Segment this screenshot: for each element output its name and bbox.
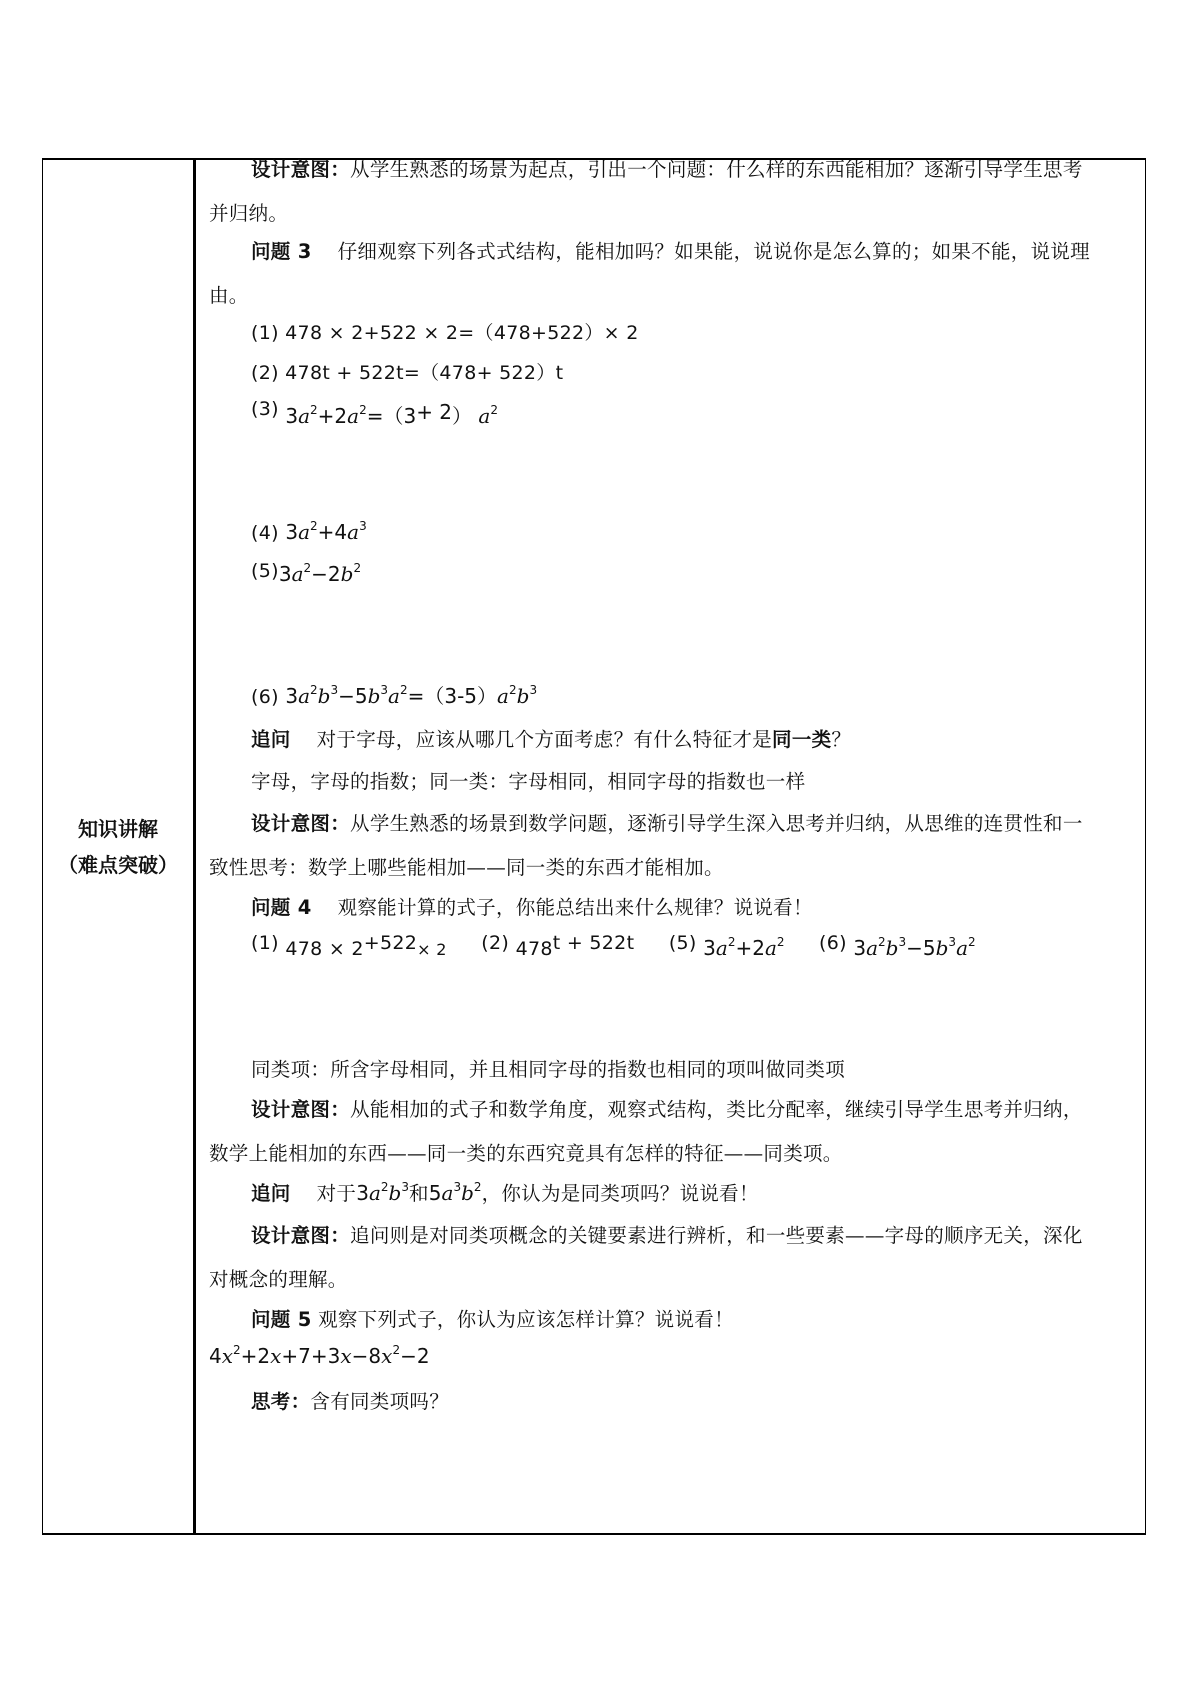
q4-item-4: (6) $3a^2b^3-5b^3a^2$	[819, 932, 976, 960]
think-prompt: 思考：含有同类项吗？	[251, 1390, 450, 1413]
answer-1: 字母，字母的指数；同一类：字母相同，相同字母的指数也一样	[251, 770, 806, 793]
item-5-expression: $3a^2-2b^2$	[278, 561, 362, 586]
item-5: $(5)3a^2-2b^2$	[251, 560, 362, 586]
item-4-expression: $3a^2+4a^3$	[285, 519, 367, 544]
q4-item-1: (1) 478 × 2+522× 2	[251, 932, 447, 960]
q4-item-3: (5) $3a^2+2a^2$	[668, 932, 785, 960]
section-label-main: 知识讲解	[78, 816, 158, 841]
item-3-expression: $3a^2+2a^2=(3+ 2)$ $a^2$	[285, 400, 498, 428]
question-3-line2: 由。	[209, 284, 249, 307]
design-intent-3-line2: 数学上能相加的东西——同一类的东西究竟具有怎样的特征——同类项。	[209, 1142, 843, 1165]
item-2: (2) 478t + 522t=（478+ 522）t	[251, 362, 564, 384]
lesson-table	[42, 158, 1146, 1535]
question-3-line1: 问题 3 仔细观察下列各式式结构，能相加吗？如果能，说说你是怎么算的；如果不能，说说理	[251, 240, 1090, 263]
section-label-cell	[43, 160, 193, 1533]
design-intent-4-line2: 对概念的理解。	[209, 1268, 348, 1291]
design-intent-3-line1: 设计意图：从能相加的式子和数学角度，观察式结构，类比分配率，继续引导学生思考并归纳，	[251, 1098, 1083, 1121]
item-6-expression: $3a^2b^3-5b^3a^2=(3-5)a^2b^3$	[285, 683, 538, 708]
section-label-sub: （难点突破）	[58, 852, 178, 877]
item-4: (4) $3a^2+4a^3$	[251, 519, 367, 544]
follow-up-1: 追问 对于字母，应该从哪几个方面考虑？有什么特征才是同一类？	[251, 728, 852, 751]
item-6: (6) $3a^2b^3-5b^3a^2=(3-5)a^2b^3$	[251, 683, 538, 708]
design-intent-2-line1: 设计意图：从学生熟悉的场景到数学问题，逐渐引导学生深入思考并归纳，从思维的连贯性和一	[251, 812, 1083, 835]
design-intent-2-line2: 致性思考：数学上哪些能相加——同一类的东西才能相加。	[209, 856, 724, 879]
item-1: (1) 478 × 2+522 × 2=（478+522）× 2	[251, 322, 639, 344]
q4-item-2: (2) 478t + 522t	[481, 932, 635, 960]
design-intent-1-line2: 并归纳。	[209, 202, 289, 225]
question-4-items	[251, 932, 1004, 960]
question-4: 问题 4 观察能计算的式子，你能总结出来什么规律？说说看！	[251, 896, 813, 919]
column-divider	[193, 160, 196, 1533]
question-5: 问题 5 观察下列式子，你认为应该怎样计算？说说看！	[251, 1308, 734, 1331]
question-5-expression: $4x^2+2x+7+3x-8x^2-2$	[209, 1343, 430, 1368]
design-intent-4-line1: 设计意图：追问则是对同类项概念的关键要素进行辨析，和一些要素——字母的顺序无关，深化	[251, 1224, 1083, 1247]
design-intent-1-line1: 设计意图：从学生熟悉的场景为起点，引出一个问题：什么样的东西能相加？逐渐引导学生思考	[251, 158, 1083, 181]
item-3: (3) $3a^2+2a^2=(3+ 2)$ $a^2$	[251, 398, 498, 428]
follow-up-2: 追问 对于$3a^2b^3$和$5a^3b^2$，你认为是同类项吗？说说看！	[251, 1180, 759, 1205]
definition-like-terms: 同类项：所含字母相同，并且相同字母的指数也相同的项叫做同类项	[251, 1058, 846, 1081]
